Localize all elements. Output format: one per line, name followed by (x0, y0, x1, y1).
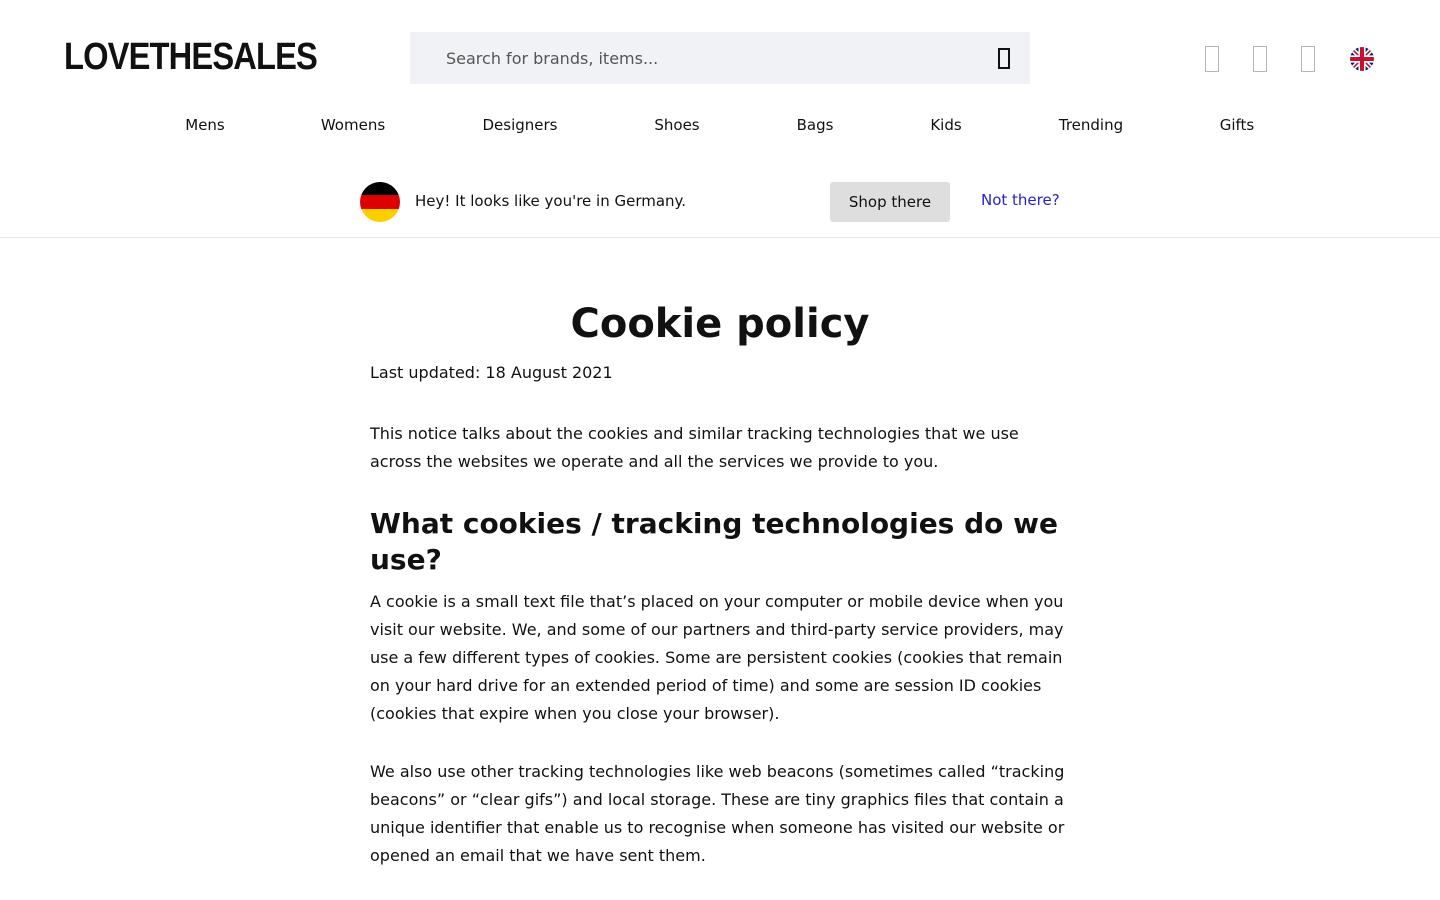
nav-item-womens[interactable]: Womens (320, 116, 386, 134)
flag-stripe (360, 195, 400, 208)
main-nav (0, 116, 1440, 140)
search-bar (410, 32, 1030, 84)
not-there-link[interactable]: Not there? (981, 191, 1060, 209)
flag-stripe (360, 209, 400, 222)
search-icon[interactable] (992, 45, 1016, 71)
heart-icon[interactable] (1200, 44, 1224, 74)
user-icon[interactable] (1248, 44, 1272, 74)
page-title: Cookie policy (570, 301, 870, 347)
header-actions (1200, 44, 1374, 74)
tracking-paragraph: We also use other tracking technologies like web beacons (sometimes called “tracking beacons” or “clear gifs”) and local storage. These are tiny graphics files that contain a unique identifier that enable us to recognise when someone has visited our website or opened an email that we have sent them. (370, 762, 1065, 865)
site-header (0, 0, 1440, 238)
nav-item-designers[interactable]: Designers (482, 116, 558, 134)
cookies-paragraph: A cookie is a small text file that’s placed on your computer or mobile device when you visit our website. We, and some of our partners and third-party service providers, may use a few different types of cookies. Some are persistent cookies (cookies that remain on your hard drive for an extended period of time) and some are session ID cookies (cookies that expire when you close your browser). (370, 592, 1064, 723)
uk-flag-icon[interactable] (1350, 47, 1374, 71)
germany-flag-icon (360, 182, 400, 222)
nav-item-kids[interactable]: Kids (930, 116, 962, 134)
nav-item-bags[interactable]: Bags (796, 116, 834, 134)
geo-banner (0, 180, 1440, 224)
cookie-policy-content (370, 300, 1070, 870)
nav-item-shoes[interactable]: Shoes (654, 116, 700, 134)
section-heading: What cookies / tracking technologies do we use? (370, 507, 1058, 576)
nav-item-mens[interactable]: Mens (185, 116, 225, 134)
last-updated: Last updated: 18 August 2021 (370, 363, 613, 382)
intro-paragraph: This notice talks about the cookies and similar tracking technologies that we use across the websites we operate and all the services we provide to you. (370, 424, 1019, 471)
shop-there-button[interactable]: Shop there (830, 182, 950, 222)
search-input[interactable] (410, 32, 980, 84)
site-logo[interactable]: LOVETHESALES (64, 36, 317, 78)
geo-message: Hey! It looks like you're in Germany. (415, 192, 687, 210)
nav-item-gifts[interactable]: Gifts (1219, 116, 1255, 134)
flag-stripe (360, 182, 400, 195)
bag-icon[interactable] (1296, 44, 1320, 74)
nav-item-trending[interactable]: Trending (1058, 116, 1124, 134)
